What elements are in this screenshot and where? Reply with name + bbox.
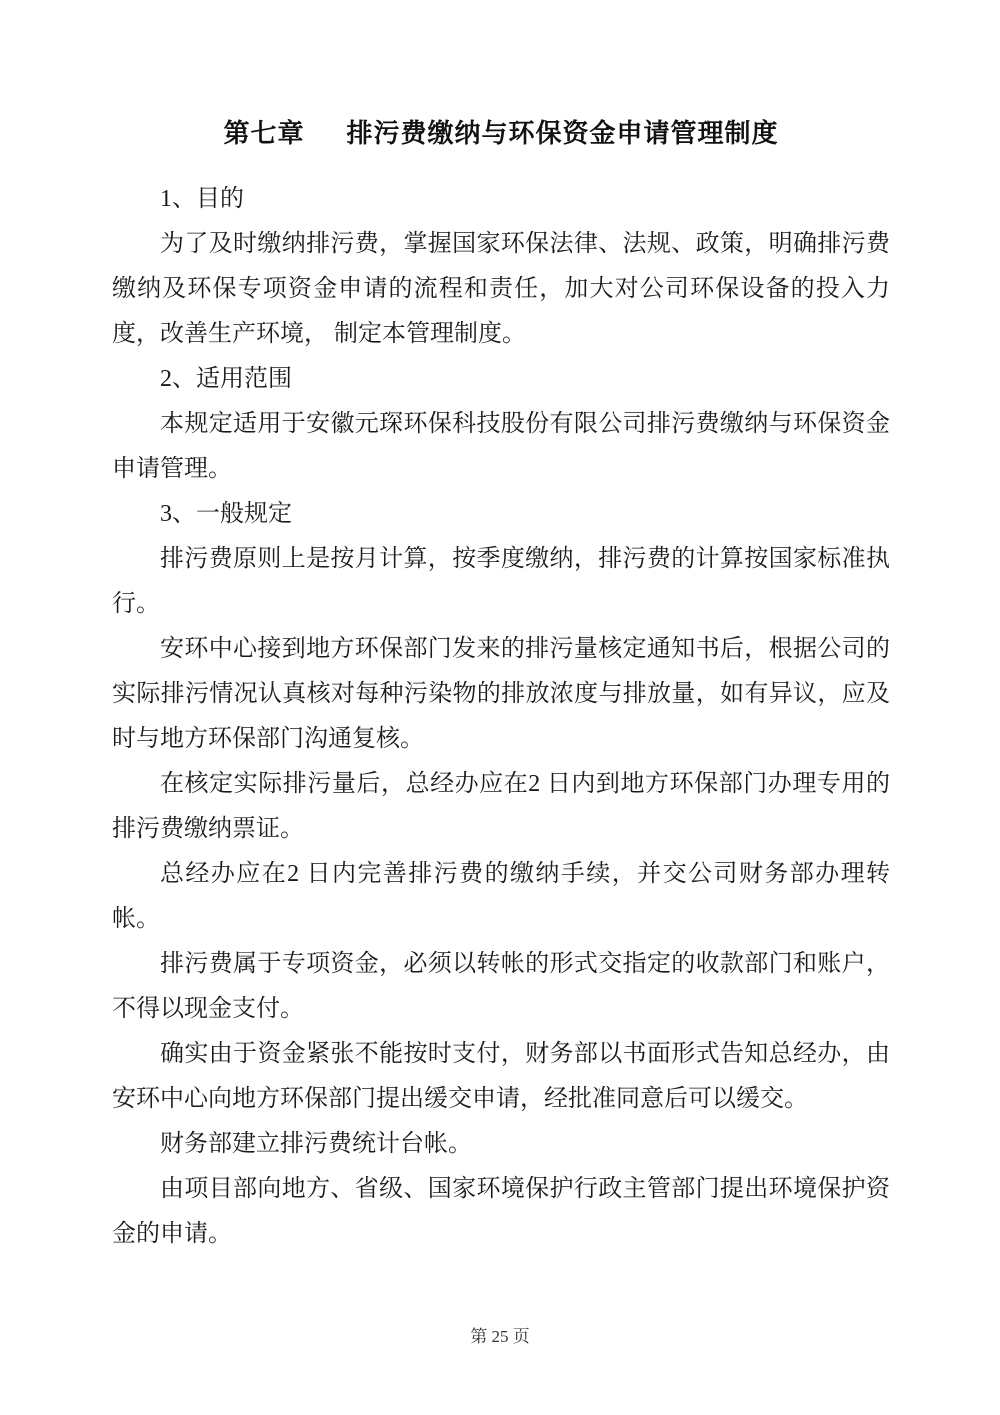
chapter-title: 排污费缴纳与环保资金申请管理制度 [346,119,779,148]
page-number: 第 25 页 [470,1327,530,1346]
paragraph-general-heading: 3、一般规定 [160,501,292,527]
document-body [112,177,890,1257]
paragraph-scope-body: 本规定适用于安徽元琛环保科技股份有限公司排污费缴纳与环保资金申请管理。 [112,411,890,482]
paragraph-general-rule-6: 确实由于资金紧张不能按时支付，财务部以书面形式告知总经办，由安环中心向地方环保部门提出缓交申请，经批准同意后可以缓交。 [112,1041,890,1112]
paragraph-general-rule-1: 排污费原则上是按月计算，按季度缴纳，排污费的计算按国家标准执行。 [112,546,890,617]
page-footer [0,1326,1000,1348]
paragraph-purpose-body: 为了及时缴纳排污费，掌握国家环保法律、法规、政策，明确排污费缴纳及环保专项资金申请的流程和责任，加大对公司环保设备的投入力度，改善生产环境， 制定本管理制度。 [112,231,890,347]
paragraph-general-rule-2: 安环中心接到地方环保部门发来的排污量核定通知书后，根据公司的实际排污情况认真核对每种污染物的排放浓度与排放量，如有异议，应及时与地方环保部门沟通复核。 [112,636,890,752]
paragraph-general-rule-5: 排污费属于专项资金，必须以转帐的形式交指定的收款部门和账户，不得以现金支付。 [112,951,890,1022]
paragraph-general-rule-8: 由项目部向地方、省级、国家环境保护行政主管部门提出环境保护资金的申请。 [112,1176,890,1247]
paragraph-scope-heading: 2、适用范围 [160,366,292,392]
paragraph-general-rule-7: 财务部建立排污费统计台帐。 [160,1131,472,1157]
paragraph-general-rule-3: 在核定实际排污量后，总经办应在2 日内到地方环保部门办理专用的排污费缴纳票证。 [112,771,890,842]
paragraph-general-rule-4: 总经办应在2 日内完善排污费的缴纳手续，并交公司财务部办理转帐。 [112,861,890,932]
chapter-heading [112,110,890,157]
chapter-number: 第七章 [223,119,305,148]
paragraph-purpose-heading: 1、目的 [160,186,244,212]
